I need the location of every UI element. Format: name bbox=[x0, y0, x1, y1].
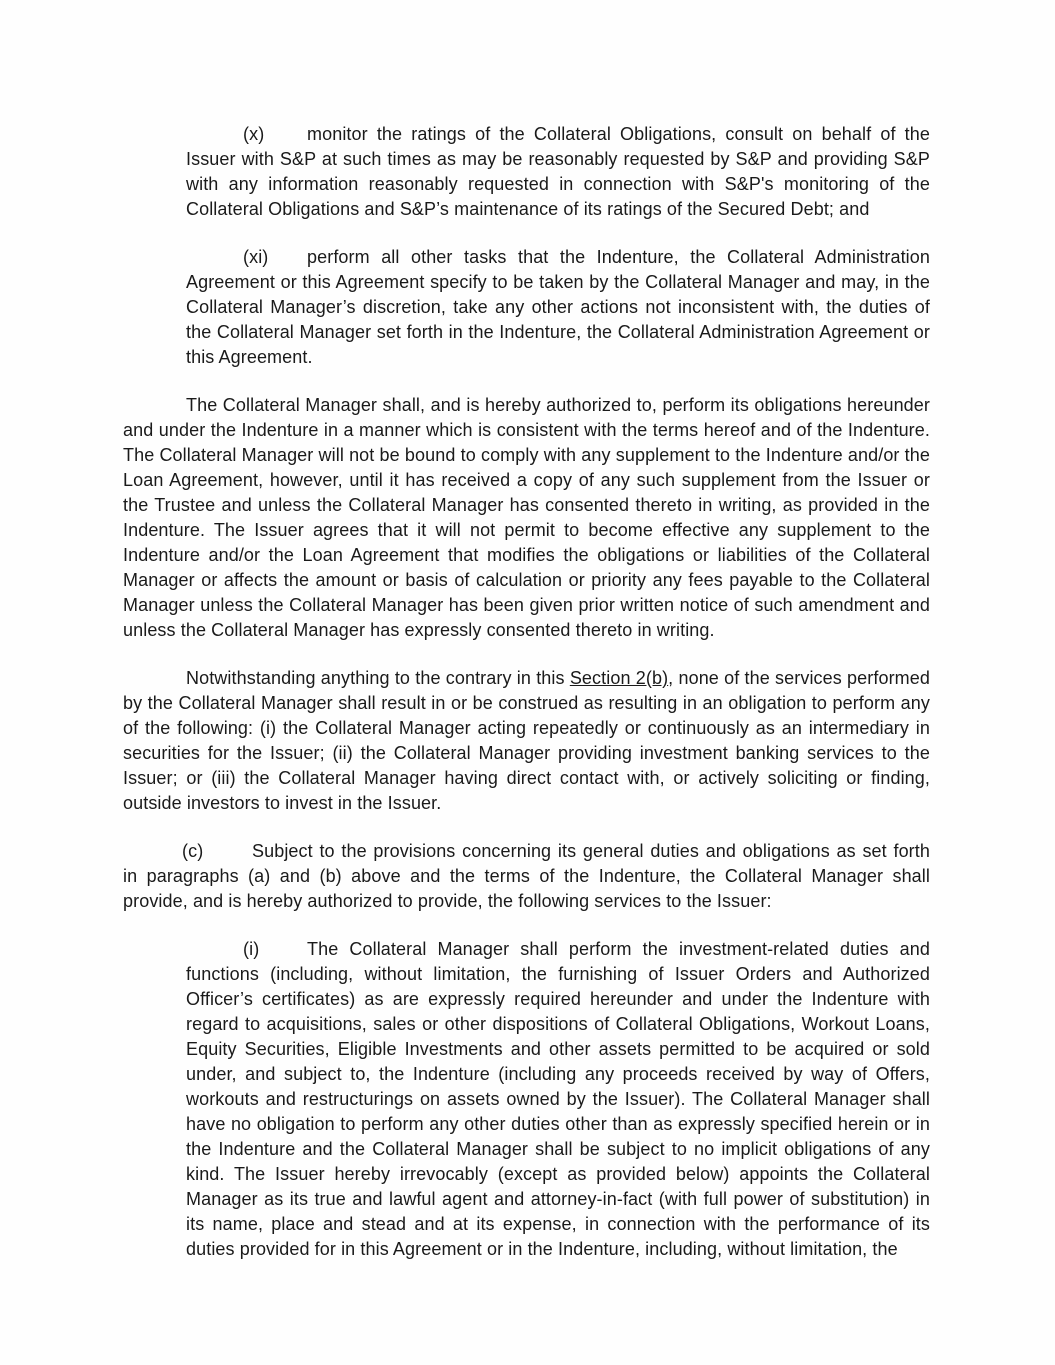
clause-xi-label: (xi) bbox=[243, 247, 269, 267]
document-body bbox=[123, 122, 930, 1285]
clause-c-label: (c) bbox=[182, 841, 204, 861]
clause-c-text: Subject to the provisions concerning its general duties and obligations as set forth in paragraphs (a) and (b) above and the terms of the Indenture, the Collateral Manager shall provide, and is hereby authorized to provide, the following services to the Issuer: bbox=[123, 841, 930, 911]
clause-x-label: (x) bbox=[243, 124, 265, 144]
clause-xi-text: perform all other tasks that the Indenture, the Collateral Administration Agreement or this Agreement specify to be taken by the Collateral Manager and may, in the Collateral Manager’s discretion, take any other actions not inconsistent with, the duties of the Collateral Manager set forth in the Indenture, the Collateral Administration Agreement or this Agreement. bbox=[186, 247, 930, 367]
clause-xi-paragraph bbox=[186, 245, 930, 370]
collateral-manager-obligations-paragraph bbox=[123, 393, 930, 643]
notwithstanding-text-before: Notwithstanding anything to the contrary in this bbox=[186, 668, 570, 688]
collateral-manager-obligations-text: The Collateral Manager shall, and is hereby authorized to, perform its obligations hereunder and under the Indenture in a manner which is consistent with the terms hereof and of the Indenture. The Collateral Manager will not be bound to comply with any supplement to the Indenture and/or the Loan Agreement, however, until it has received a copy of any such supplement from the Issuer or the Trustee and unless the Collateral Manager has consented thereto in writing, as provided in the Indenture. The Issuer agrees that it will not permit to become effective any supplement to the Indenture and/or the Loan Agreement that modifies the obligations or liabilities of the Collateral Manager or affects the amount or basis of calculation or priority any fees payable to the Collateral Manager unless the Collateral Manager has been given prior written notice of such amendment and unless the Collateral Manager has expressly consented thereto in writing. bbox=[123, 395, 930, 640]
section-2b-reference: Section 2(b) bbox=[569, 668, 669, 688]
clause-c-paragraph bbox=[123, 839, 930, 914]
clause-i-text: The Collateral Manager shall perform the investment-related duties and functions (including, without limitation, the furnishing of Issuer Orders and Authorized Officer’s certificates) as are expressly required hereunder and under the Indenture with regard to acquisitions, sales or other dispositions of Collateral Obligations, Workout Loans, Equity Securities, Eligible Investments and other assets permitted to be acquired or sold under, and subject to, the Indenture (including any proceeds received by way of Offers, workouts and restructurings on assets owned by the Issuer). The Collateral Manager shall have no obligation to perform any other duties other than as expressly specified herein or in the Indenture and the Collateral Manager shall be subject to no implicit obligations of any kind. The Issuer hereby irrevocably (except as provided below) appoints the Collateral Manager as its true and lawful agent and attorney-in-fact (with full power of substitution) in its name, place and stead and at its expense, in connection with the performance of its duties provided for in this Agreement or in the Indenture, including, without limitation, the bbox=[186, 939, 930, 1259]
clause-x-text: monitor the ratings of the Collateral Obligations, consult on behalf of the Issuer with S&P at such times as may be reasonably requested by S&P and providing S&P with any information reasonably requested in connection with S&P's monitoring of the Collateral Obligations and S&P’s maintenance of its ratings of the Secured Debt; and bbox=[186, 124, 930, 219]
clause-i-label: (i) bbox=[243, 939, 260, 959]
notwithstanding-text-after: , none of the services performed by the Collateral Manager shall result in or be construed as resulting in an obligation to perform any of the following: (i) the Collateral Manager acting repeatedly or continuously as an intermediary in securities for the Issuer; (ii) the Collateral Manager providing investment banking services to the Issuer; or (iii) the Collateral Manager having direct contact with, or actively soliciting or finding, outside investors to invest in the Issuer. bbox=[123, 668, 930, 813]
clause-x-paragraph bbox=[186, 122, 930, 222]
notwithstanding-paragraph bbox=[123, 666, 930, 816]
clause-i-paragraph bbox=[186, 937, 930, 1262]
